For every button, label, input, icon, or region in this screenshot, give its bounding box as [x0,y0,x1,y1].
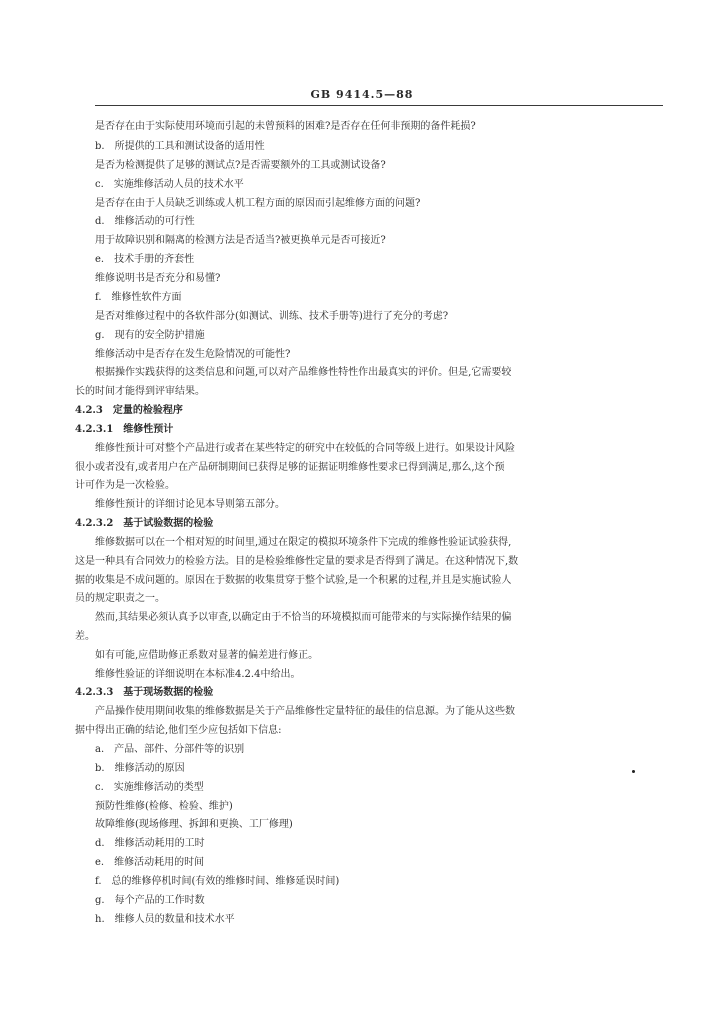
paragraph-line: 这是一种具有合同效力的检验方法。目的是检验维修性定量的要求是否得到了满足。在这种情况下,数 [75,556,519,567]
text-line: 是否为检测提供了足够的测试点?是否需要额外的工具或测试设备? [95,160,386,171]
list-item-a: a. 产品、部件、分部件等的识别 [95,744,245,755]
paragraph-line: 维修数据可以在一个相对短的时间里,通过在限定的模拟环境条件下完成的维修性验证试验获得, [95,537,512,548]
paragraph-line: 差。 [75,631,95,642]
list-item-e: e. 维修活动耗用的时间 [95,857,205,868]
paragraph-line: 然而,其结果必须认真予以审查,以确定由于不恰当的环境模拟而可能带来的与实际操作结果的偏 [95,612,512,623]
paragraph-line: 如有可能,应借助修正系数对显著的偏差进行修正。 [95,650,319,661]
list-item-f: f. 维修性软件方面 [95,292,182,303]
paragraph-line: 根据操作实践获得的这类信息和问题,可以对产品维修性特性作出最真实的评价。但是,它需要较 [95,367,512,378]
text-line: 维修说明书是否充分和易懂? [95,273,221,284]
list-item-c: c. 实施维修活动人员的技术水平 [95,179,244,190]
paragraph-line: 维修性预计的详细讨论见本导则第五部分。 [95,499,285,510]
list-item-c: c. 实施维修活动的类型 [95,782,204,793]
list-item-h: h. 维修人员的数量和技术水平 [95,914,235,925]
text-line: 故障维修(现场修理、拆卸和更换、工厂修理) [95,819,293,830]
paragraph-line: 计可作为是一次检验。 [75,480,175,491]
list-item-f: f. 总的维修停机时间(有效的维修时间、维修延误时间) [95,876,340,887]
list-item-d: d. 维修活动的可行性 [95,216,195,227]
scan-speck [632,770,635,773]
text-line: 是否对维修过程中的各软件部分(如测试、训练、技术手册等)进行了充分的考虑? [95,311,449,322]
page-header: GB 9414.5—88 [310,88,414,101]
section-heading-4-2-3-2: 4.2.3.2 基于试验数据的检验 [75,518,214,529]
list-item-e: e. 技术手册的齐套性 [95,254,195,265]
section-heading-4-2-3-3: 4.2.3.3 基于现场数据的检验 [75,687,214,698]
text-line: 维修活动中是否存在发生危险情况的可能性? [95,349,291,360]
section-heading-4-2-3-1: 4.2.3.1 维修性预计 [75,424,174,435]
list-item-g: g. 每个产品的工作时数 [95,895,205,906]
paragraph-line: 长的时间才能得到评审结果。 [75,386,205,397]
list-item-g: g. 现有的安全防护措施 [95,330,205,341]
text-line: 用于故障识别和隔离的检测方法是否适当?被更换单元是否可接近? [95,235,386,246]
list-item-b: b. 所提供的工具和测试设备的适用性 [95,141,265,152]
section-heading-4-2-3: 4.2.3 定量的检验程序 [75,405,183,416]
text-line: 预防性维修(检修、检验、维护) [95,801,233,812]
paragraph-line: 员的规定职责之一。 [75,593,165,604]
list-item-d: d. 维修活动耗用的工时 [95,838,205,849]
paragraph-line: 据的收集是不成问题的。原因在于数据的收集贯穿于整个试验,是一个积累的过程,并且是实施试验人 [75,575,512,586]
paragraph-line: 据中得出正确的结论,他们至少应包括如下信息: [75,725,282,736]
paragraph-line: 产品操作使用期间收集的维修数据是关于产品维修性定量特征的最佳的信息源。为了能从这些数 [95,706,515,717]
header-rule [95,105,663,106]
list-item-b: b. 维修活动的原因 [95,763,185,774]
paragraph-line: 维修性验证的详细说明在本标准4.2.4中给出。 [95,669,301,680]
paragraph-line: 很小或者没有,或者用户在产品研制期间已获得足够的证据证明维修性要求已得到满足,那么,这个预 [75,462,505,473]
text-line: 是否存在由于人员缺乏训练或人机工程方面的原因而引起维修方面的问题? [95,198,421,209]
text-line: 是否存在由于实际使用环境而引起的未曾预料的困难?是否存在任何非预期的备件耗损? [95,121,476,132]
paragraph-line: 维修性预计可对整个产品进行或者在某些特定的研究中在较低的合同等级上进行。如果设计风险 [95,443,515,454]
